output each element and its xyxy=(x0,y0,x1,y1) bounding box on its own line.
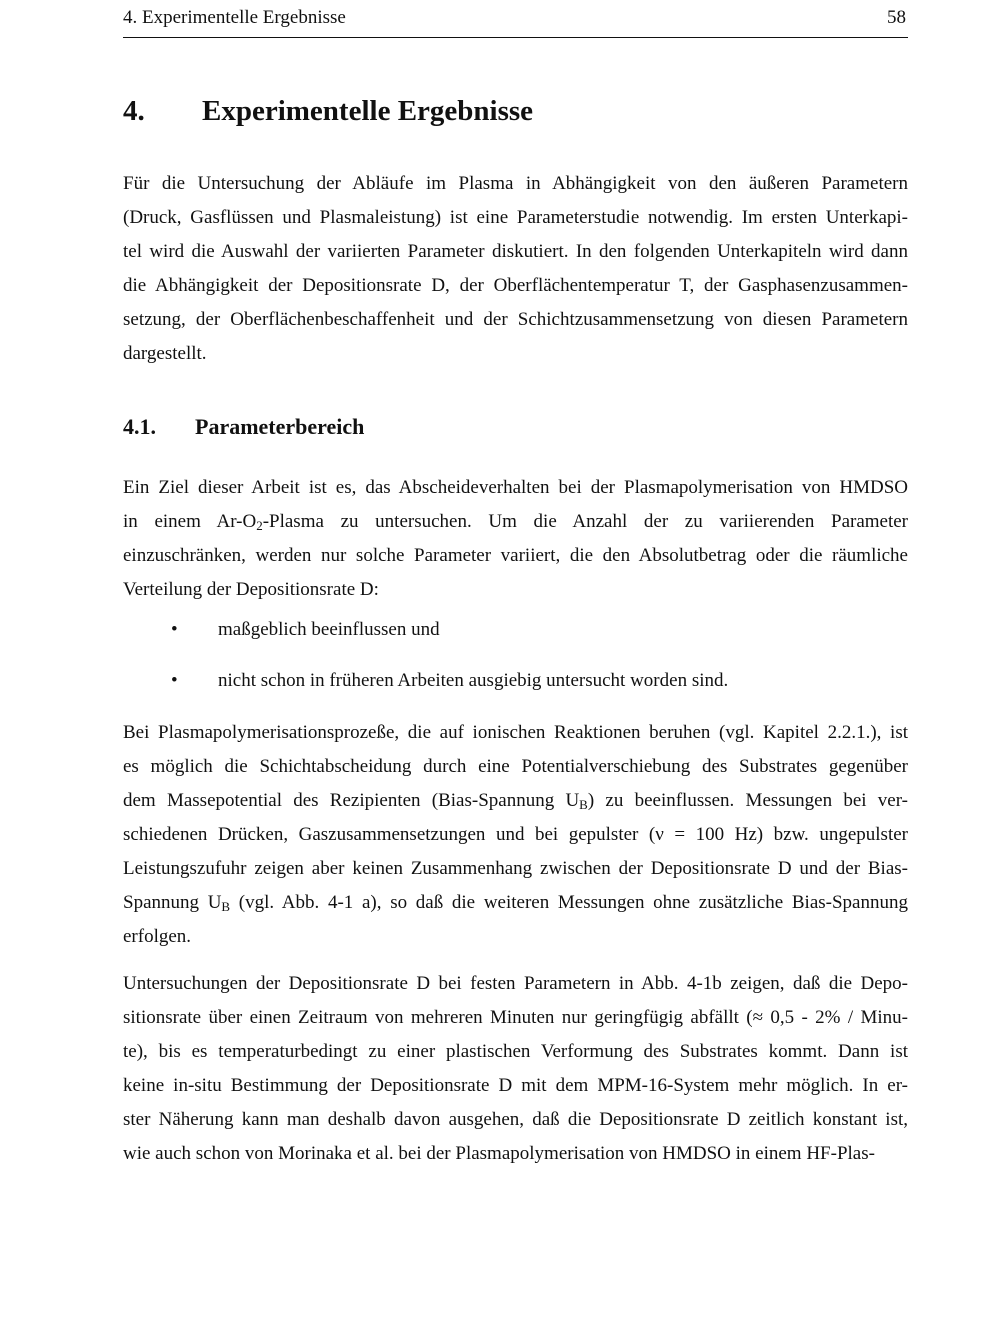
text-line: Untersuchungen der Depositionsrate D bei festen Parametern in Abb. 4-1b zeigen, daß die Depo- xyxy=(123,973,908,994)
chapter-title: Experimentelle Ergebnisse xyxy=(202,95,534,127)
section-paragraph-1 xyxy=(123,471,908,607)
section-paragraph-3 xyxy=(123,967,908,1171)
bullet-icon: • xyxy=(171,670,178,691)
bullet-text: nicht schon in früheren Arbeiten ausgiebig untersucht worden sind. xyxy=(218,670,729,691)
section-title: Parameterbereich xyxy=(195,414,365,439)
text-line: keine in-situ Bestimmung der Depositionsrate D mit dem MPM-16-System mehr möglich. In er- xyxy=(123,1075,908,1096)
bullet-icon: • xyxy=(171,619,178,640)
subscript: B xyxy=(221,899,231,914)
text-line: Verteilung der Depositionsrate D: xyxy=(123,579,379,600)
text-line: sitionsrate über einen Zeitraum von mehreren Minuten nur geringfügig abfällt (≈ 0,5 - 2% / Minu- xyxy=(123,1007,908,1028)
text-line: wie auch schon von Morinaka et al. bei der Plasmapolymerisation von HMDSO in einem HF-Plas- xyxy=(123,1143,875,1164)
page-number: 58 xyxy=(887,7,906,28)
text-line: einzuschränken, werden nur solche Parameter variiert, die den Absolutbetrag oder die räumliche xyxy=(123,545,908,566)
text-line: Spannung $U_B$ (vgl. Abb. 4-1 a), so daß die weiteren Messungen ohne zusätzliche Bias-Spannung xyxy=(123,892,908,914)
text-line: erfolgen. xyxy=(123,926,192,947)
text-line: Für die Untersuchung der Abläufe im Plasma in Abhängigkeit von den äußeren Parametern xyxy=(123,173,908,194)
bullet-text: maßgeblich beeinflussen und xyxy=(218,619,440,640)
text-line: Ein Ziel dieser Arbeit ist es, das Abscheideverhalten bei der Plasmapolymerisation von HMDSO xyxy=(123,477,908,498)
bullet-item xyxy=(123,613,908,664)
text-line: dem Massepotential des Rezipienten (Bias-Spannung $U_B$) zu beeinflussen. Messungen bei ver- xyxy=(123,790,908,812)
text-line: Leistungszufuhr zeigen aber keinen Zusammenhang zwischen der Depositionsrate D und der Bias- xyxy=(123,858,908,879)
running-header-title: 4. Experimentelle Ergebnisse xyxy=(123,7,346,28)
text-line: schiedenen Drücken, Gaszusammensetzungen und bei gepulster (ν = 100 Hz) bzw. ungepulster xyxy=(123,824,908,845)
section-number: 4.1. xyxy=(123,414,156,439)
text-line: (Druck, Gasflüssen und Plasmaleistung) ist eine Parameterstudie notwendig. Im ersten Unterkapi- xyxy=(123,207,908,228)
text-line: ster Näherung kann man deshalb davon ausgehen, daß die Depositionsrate D zeitlich konstant ist, xyxy=(123,1109,908,1130)
text-line: Bei Plasmapolymerisationsprozeße, die auf ionischen Reaktionen beruhen (vgl. Kapitel 2.2.1.), ist xyxy=(123,722,908,743)
subscript: 2 xyxy=(256,518,263,533)
text-line: die Abhängigkeit der Depositionsrate D, der Oberflächentemperatur T, der Gasphasenzusammen- xyxy=(123,275,908,296)
bullet-list xyxy=(123,613,908,715)
text-line: es möglich die Schichtabscheidung durch eine Potentialverschiebung des Substrates gegenüber xyxy=(123,756,908,777)
text-line: dargestellt. xyxy=(123,343,207,364)
text-line: te), bis es temperaturbedingt zu einer plastischen Verformung des Substrates kommt. Dann ist xyxy=(123,1041,908,1062)
running-header xyxy=(123,5,908,35)
subscript: B xyxy=(579,797,588,812)
text-line: in einem $Ar-O_2$-Plasma zu untersuchen. Um die Anzahl der zu variierenden Parameter xyxy=(123,511,909,533)
text-line: setzung, der Oberflächenbeschaffenheit und der Schichtzusammensetzung von diesen Parametern xyxy=(123,309,908,330)
bullet-item xyxy=(123,664,908,715)
section-heading xyxy=(123,414,364,440)
header-divider xyxy=(123,37,908,38)
text-line: tel wird die Auswahl der variierten Parameter diskutiert. In den folgenden Unterkapiteln wird dann xyxy=(123,241,908,262)
intro-paragraph xyxy=(123,167,908,371)
section-paragraph-2 xyxy=(123,716,908,954)
chapter-heading xyxy=(123,95,533,128)
chapter-number: 4. xyxy=(123,95,145,127)
